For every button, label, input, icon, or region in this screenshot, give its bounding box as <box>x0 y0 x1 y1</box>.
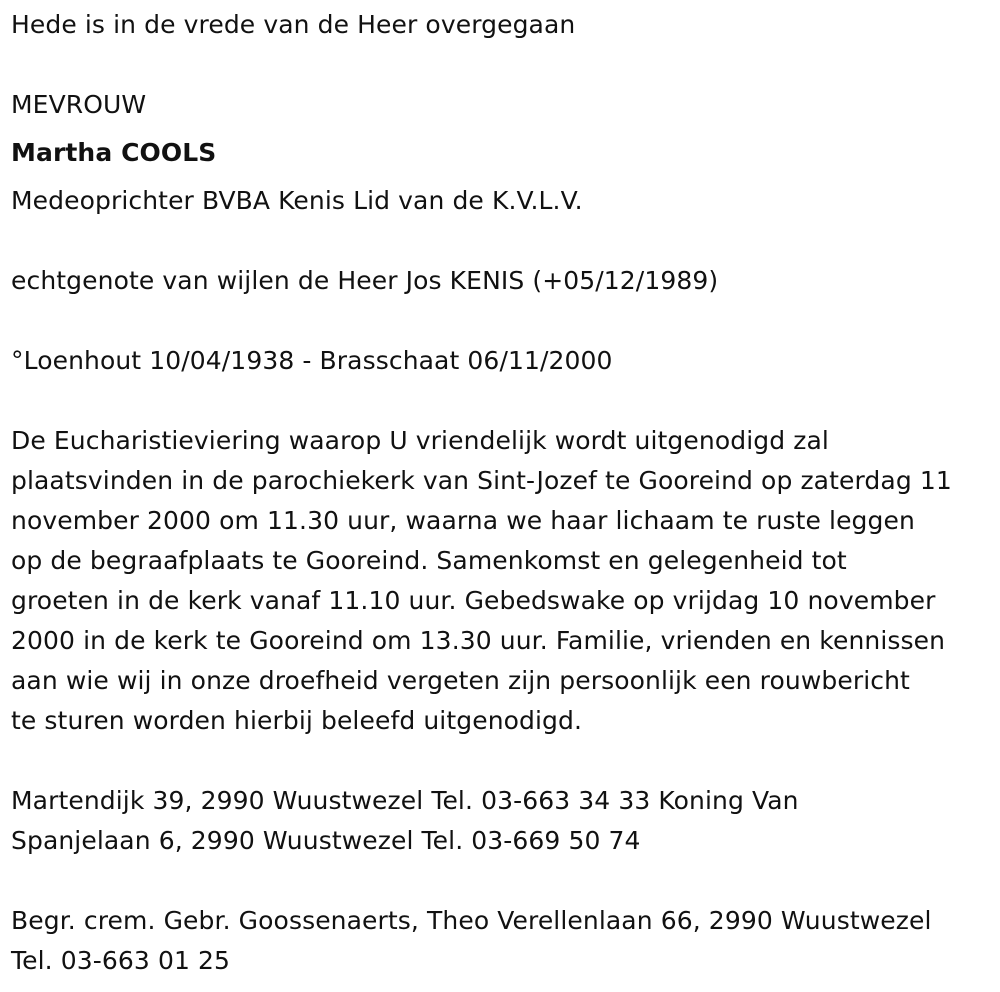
deceased-name: Martha COOLS <box>11 138 217 167</box>
ceremony-line: De Eucharistieviering waarop U vriendelijk wordt uitgenodigd zal <box>11 426 829 455</box>
funeral-home-line: Tel. 03-663 01 25 <box>11 946 231 975</box>
ceremony-line: te sturen worden hierbij beleefd uitgenodigd. <box>11 706 583 735</box>
intro-text: Hede is in de vrede van de Heer overgegaan <box>11 10 576 39</box>
address-line: Spanjelaan 6, 2990 Wuustwezel Tel. 03-669 50 74 <box>11 826 641 855</box>
spouse-text: echtgenote van wijlen de Heer Jos KENIS (+05/12/1989) <box>11 266 719 295</box>
ceremony-line: plaatsvinden in de parochiekerk van Sint-Jozef te Gooreind op zaterdag 11 <box>11 466 952 495</box>
roles-text: Medeoprichter BVBA Kenis Lid van de K.V.L.V. <box>11 186 583 215</box>
ceremony-line: 2000 in de kerk te Gooreind om 13.30 uur. Familie, vrienden en kennissen <box>11 626 946 655</box>
salutation: MEVROUW <box>11 90 147 119</box>
ceremony-line: november 2000 om 11.30 uur, waarna we haar lichaam te ruste leggen <box>11 506 915 535</box>
ceremony-line: aan wie wij in onze droefheid vergeten zijn persoonlijk een rouwbericht <box>11 666 910 695</box>
birth-death-text: °Loenhout 10/04/1938 - Brasschaat 06/11/2000 <box>11 346 613 375</box>
ceremony-line: op de begraafplaats te Gooreind. Samenkomst en gelegenheid tot <box>11 546 847 575</box>
ceremony-line: groeten in de kerk vanaf 11.10 uur. Gebedswake op vrijdag 10 november <box>11 586 936 615</box>
funeral-home-line: Begr. crem. Gebr. Goossenaerts, Theo Verellenlaan 66, 2990 Wuustwezel <box>11 906 932 935</box>
address-line: Martendijk 39, 2990 Wuustwezel Tel. 03-663 34 33 Koning Van <box>11 786 799 815</box>
